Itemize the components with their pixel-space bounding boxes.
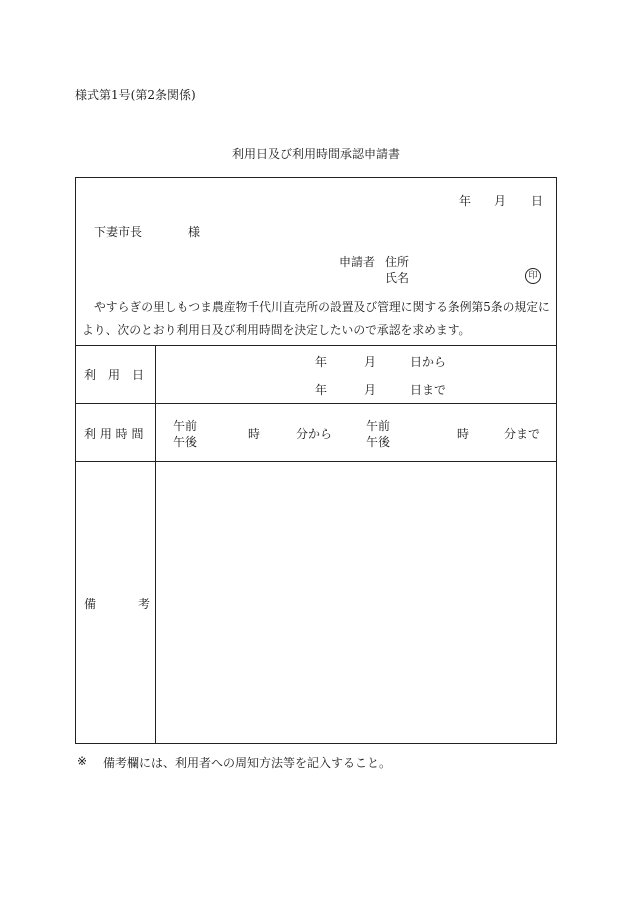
date-day: 日 (531, 194, 544, 208)
form-number: 様式第1号(第2条関係) (75, 88, 196, 102)
applicant-name-label: 氏名 (385, 271, 410, 285)
divider (76, 403, 556, 404)
application-form (75, 177, 557, 744)
applicant-address-label: 住所 (385, 255, 410, 269)
divider (76, 461, 556, 462)
request-text-line2: より、次のとおり利用日及び利用時間を決定したいので承認を求めます。 (82, 323, 471, 337)
start-minute: 分から (296, 427, 333, 441)
divider (76, 345, 556, 346)
end-minute: 分まで (504, 427, 541, 441)
date-month: 月 (494, 194, 507, 208)
from-day: 日から (410, 355, 447, 369)
to-day: 日まで (410, 383, 447, 397)
footnote-mark: ※ (77, 754, 88, 768)
start-pm: 午後 (173, 435, 198, 449)
column-divider (155, 345, 156, 743)
remarks-label-right: 考 (138, 597, 151, 611)
end-pm: 午後 (366, 435, 391, 449)
seal-mark: 印 (525, 268, 541, 284)
to-month: 月 (364, 383, 377, 397)
request-text-line1: やすらぎの里しもつま農産物千代川直売所の設置及び管理に関する条例第5条の規定に (94, 300, 550, 314)
addressee-name: 下妻市長 (94, 225, 143, 239)
footnote-text: 備考欄には、利用者への周知方法等を記入すること。 (103, 756, 392, 770)
remarks-label-left: 備 (84, 597, 97, 611)
usage-time-label: 利 用 時 間 (84, 427, 144, 441)
form-title: 利用日及び利用時間承認申請書 (232, 147, 401, 161)
to-year: 年 (315, 383, 328, 397)
remarks-field[interactable] (158, 464, 554, 742)
end-hour: 時 (457, 427, 470, 441)
end-am: 午前 (366, 419, 391, 433)
applicant-label: 申請者 (339, 255, 376, 269)
date-year: 年 (459, 194, 472, 208)
start-am: 午前 (173, 419, 198, 433)
from-year: 年 (315, 355, 328, 369)
addressee-honorific: 様 (188, 225, 201, 239)
usage-date-label: 利 用 日 (84, 368, 145, 382)
from-month: 月 (364, 355, 377, 369)
start-hour: 時 (248, 427, 261, 441)
